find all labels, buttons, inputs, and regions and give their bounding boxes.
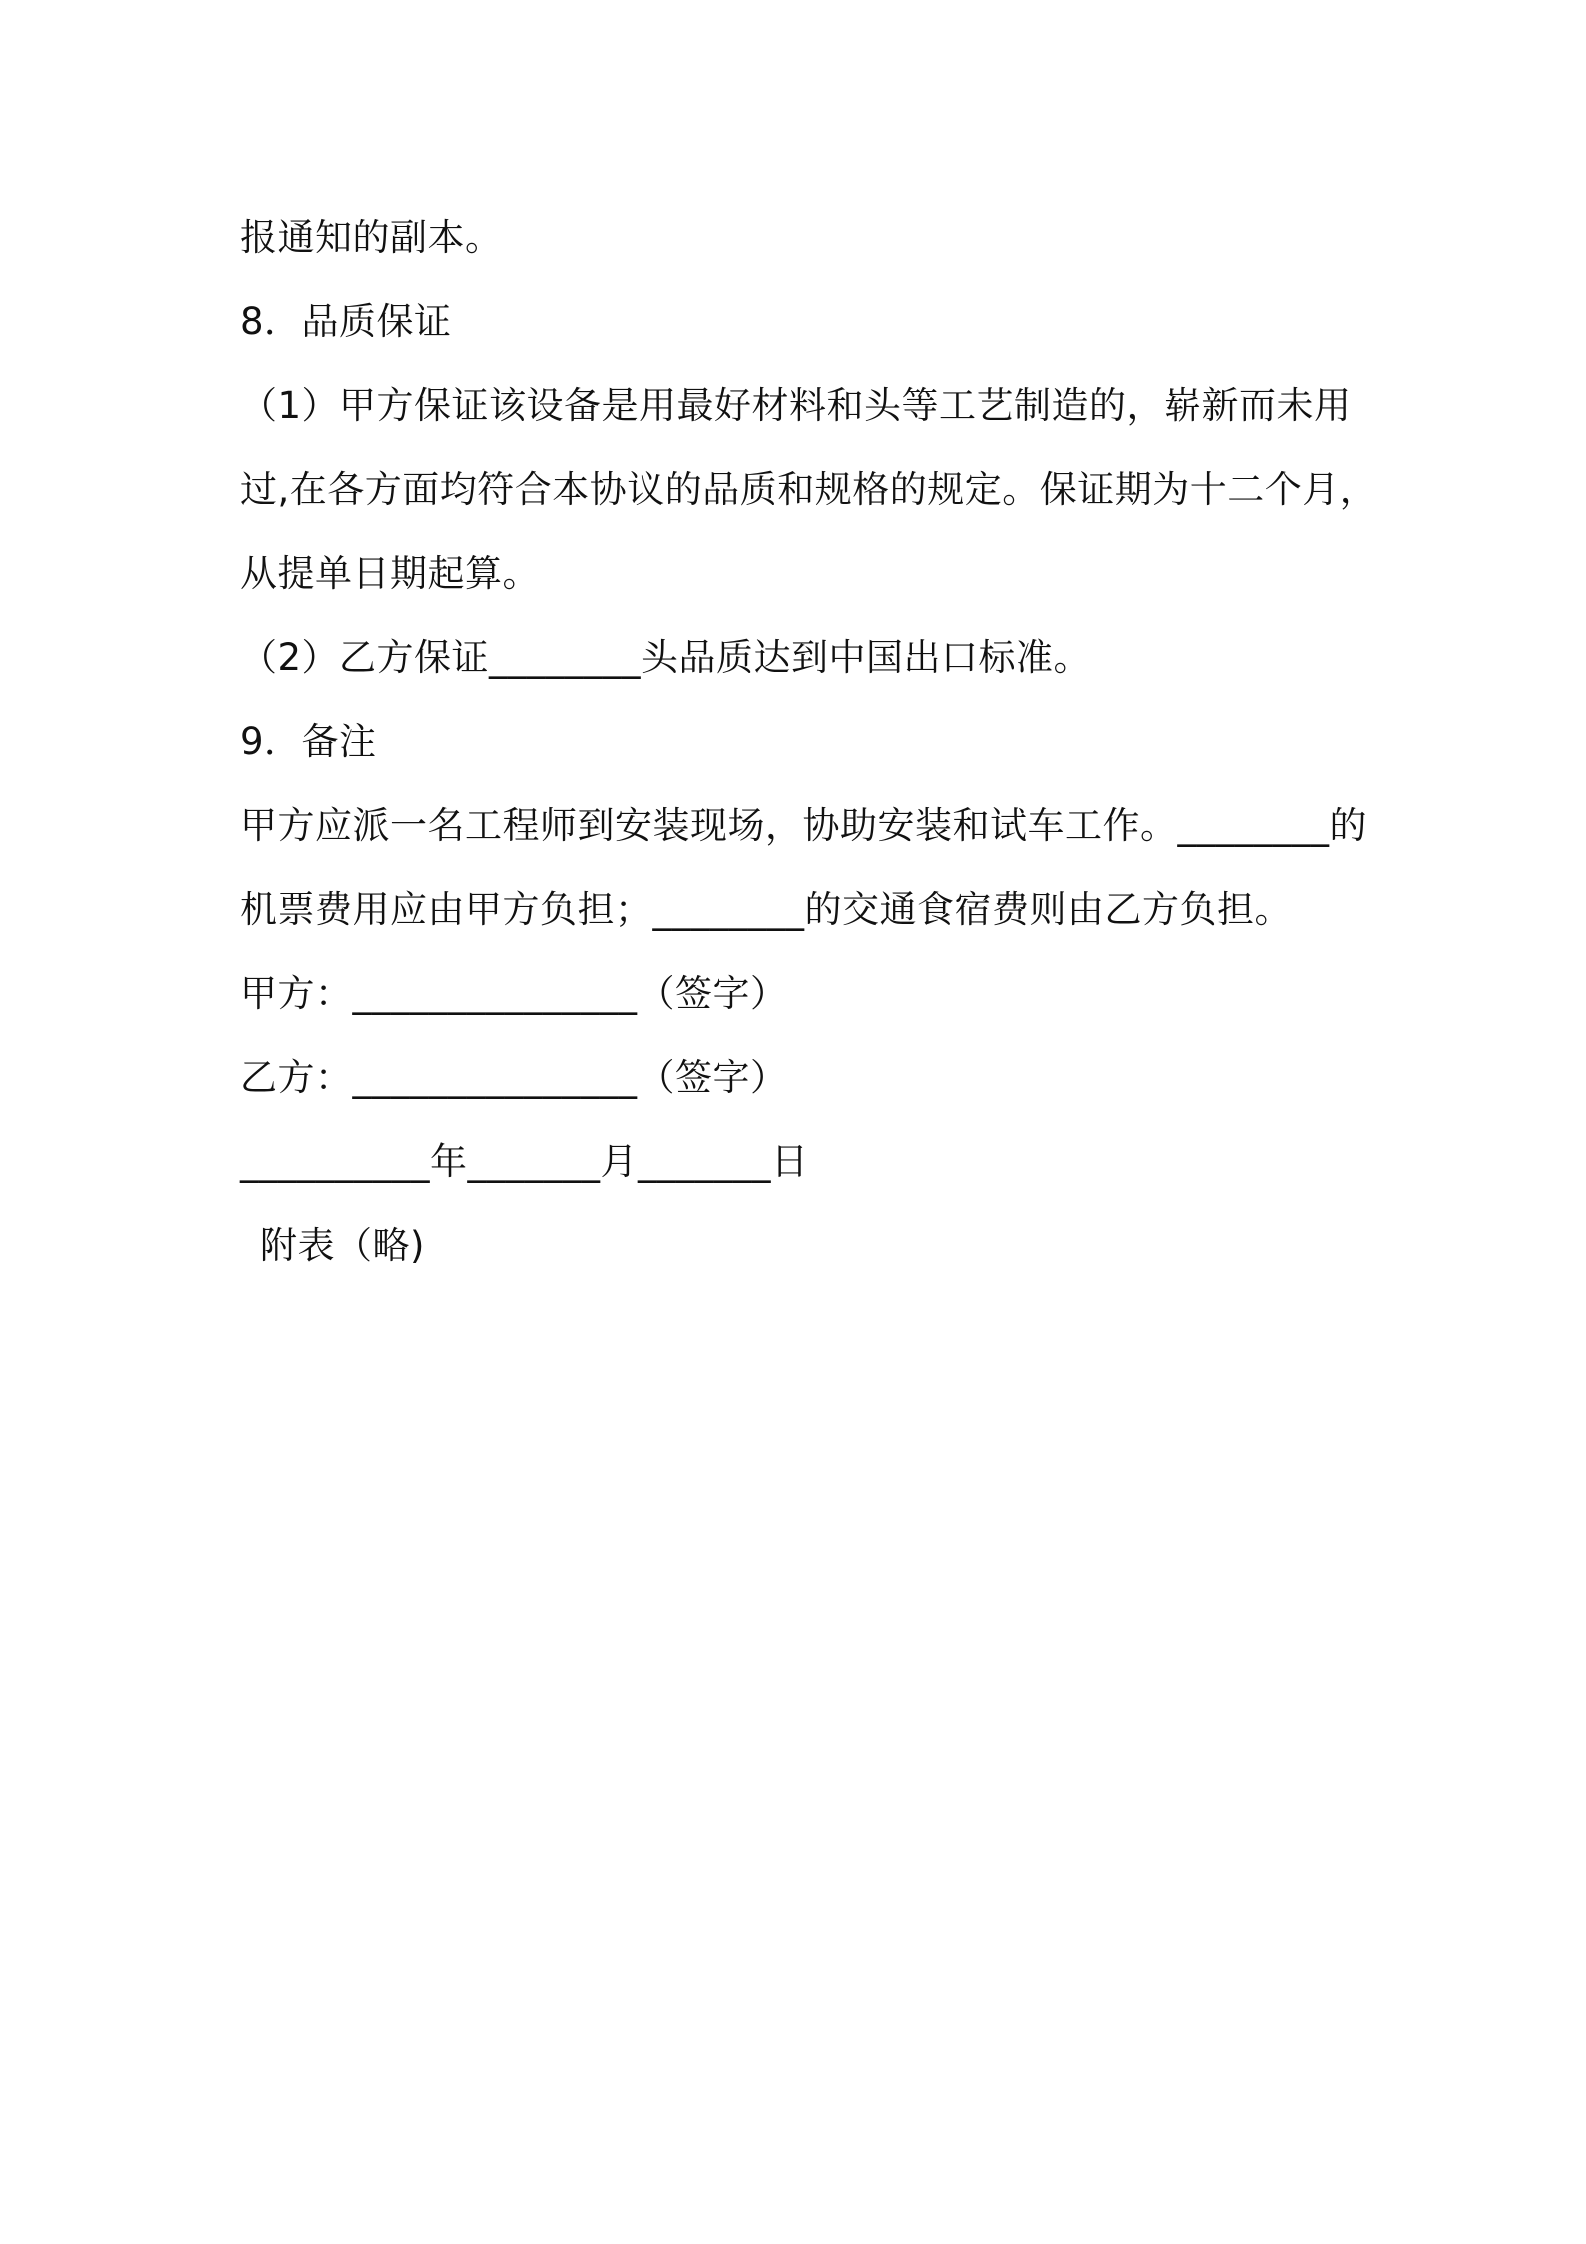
- party-a-signature-line: 甲方：_______________（签字）: [240, 972, 788, 1015]
- text-line-continuation: 报通知的副本。: [240, 216, 503, 259]
- remarks-line-1: 甲方应派一名工程师到安装现场，协助安装和试车工作。________的: [240, 804, 1367, 847]
- clause-2-line: （2）乙方保证________头品质达到中国出口标准。: [240, 636, 1092, 679]
- remarks-line-2: 机票费用应由甲方负担；________的交通食宿费则由乙方负担。: [240, 888, 1292, 931]
- section-heading-quality: 8．品质保证: [240, 300, 452, 343]
- date-line: __________年_______月_______日: [240, 1140, 809, 1183]
- attachment-note: 附表（略): [260, 1224, 425, 1267]
- party-b-signature-line: 乙方：_______________（签字）: [240, 1056, 788, 1099]
- clause-1-line-1: （1）甲方保证该设备是用最好材料和头等工艺制造的，崭新而未用: [240, 384, 1352, 427]
- clause-1-line-3: 从提单日期起算。: [240, 552, 540, 595]
- clause-1-line-2: 过,在各方面均符合本协议的品质和规格的规定。保证期为十二个月，: [240, 468, 1378, 511]
- document-body: [240, 196, 1378, 1288]
- section-heading-remarks: 9．备注: [240, 720, 377, 763]
